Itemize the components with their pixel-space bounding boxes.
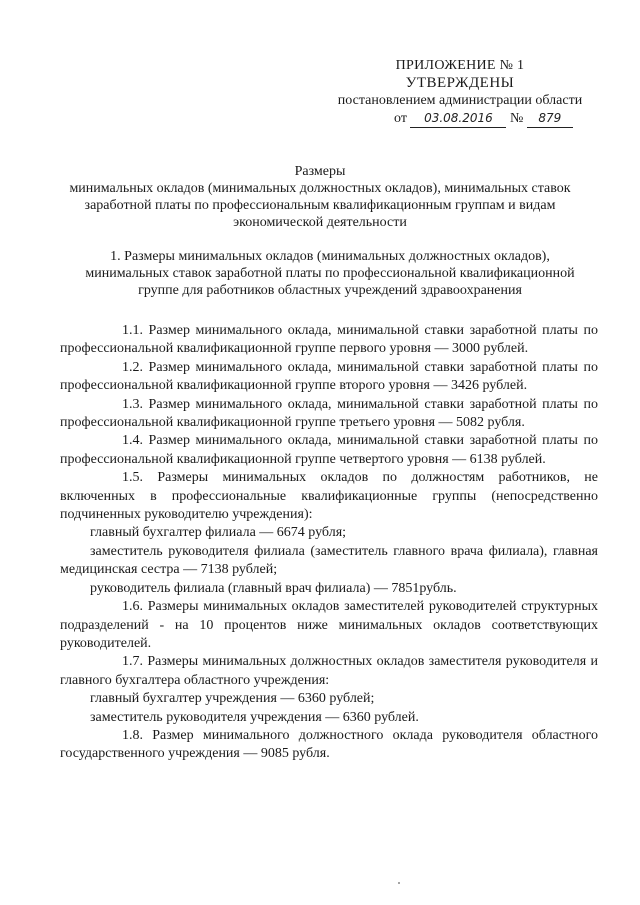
paragraph-1-5-c: руководитель филиала (главный врач филиала) — 7851рубль. [90,580,457,596]
document-title [50,163,590,231]
number-sign: № [509,111,524,126]
paragraph-1-5: 1.5. Размеры минимальных окладов по должностям работников, не включенных в профессиональные квалификационные группы (непосредственно подчиненных руководителю учреждения): [60,470,598,523]
paragraph-1-7-b: заместитель руководителя учреждения — 6360 рублей. [90,709,419,725]
paragraph-1-3: 1.3. Размер минимального оклада, минимальной ставки заработной платы по профессиональной квалификационной группе третьего уровня — 5082 рубля. [60,396,598,431]
section-1-heading: 1. Размеры минимальных окладов (минимальных должностных окладов), минимальных ставок заработной платы по профессиональной квалификационной группе для работников областных учреждений здравоохранения [85,249,575,298]
scan-speck [398,882,400,884]
paragraph-1-2: 1.2. Размер минимального оклада, минимальной ставки заработной платы по профессиональной квалификационной группе второго уровня — 3426 рублей. [60,359,598,394]
title-line-2: минимальных окладов (минимальных должностных окладов), минимальных ставок заработной платы по профессиональным квалификационным группам и видам экономической деятельности [69,181,571,230]
paragraph-1-1: 1.1. Размер минимального оклада, минимальной ставки заработной платы по профессиональной квалификационной группе первого уровня — 3000 рублей. [60,323,598,357]
decree-number: 879 [527,109,573,128]
paragraph-1-6: 1.6. Размеры минимальных окладов заместителей руководителей структурных подразделений - на 10 процентов ниже минимальных окладов соответствующих руководителей. [60,599,598,651]
decree-label: постановлением администрации области [337,93,583,108]
paragraph-1-5-b: заместитель руководителя филиала (заместитель главного врача филиала), главная медицинская сестра — 7138 рублей; [60,543,598,578]
title-line-1: Размеры [294,164,346,179]
document-body [60,322,598,764]
paragraph-1-7: 1.7. Размеры минимальных должностных окладов заместителя руководителя и главного бухгалтера областного учреждения: [60,654,598,688]
appendix-label: ПРИЛОЖЕНИЕ № 1 [395,58,525,73]
decree-date: 03.08.2016 [410,109,506,128]
decree-date-row [394,109,573,128]
paragraph-1-7-a: главный бухгалтер учреждения — 6360 рублей; [90,691,375,707]
paragraph-1-5-a: главный бухгалтер филиала — 6674 рубля; [90,525,347,541]
approval-header [300,58,620,109]
paragraph-1-8: 1.8. Размер минимального должностного оклада руководителя областного государственного учреждения — 9085 рубля. [60,727,598,762]
approved-label: УТВЕРЖДЕНЫ [405,75,515,91]
paragraph-1-4: 1.4. Размер минимального оклада, минимальной ставки заработной платы по профессиональной квалификационной группе четвертого уровня — 6138 рублей. [60,433,598,467]
from-label: от [394,111,407,126]
